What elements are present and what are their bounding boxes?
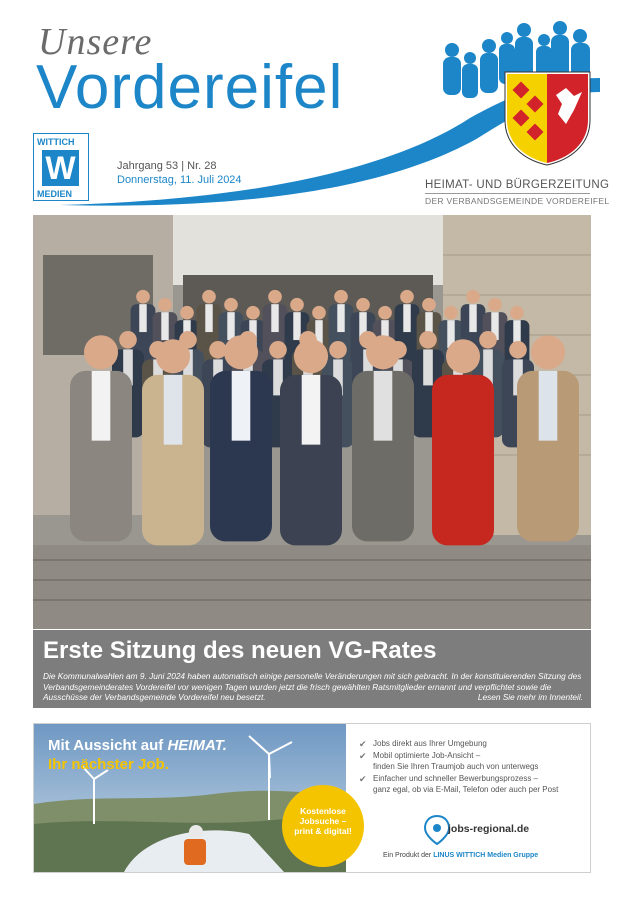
free-offer-badge-text — [282, 806, 364, 836]
ad-checklist-text: Mobil optimierte Job-Ansicht – — [373, 751, 481, 760]
ad-headline-emphasis: HEIMAT. — [167, 737, 227, 754]
publisher-logo — [33, 133, 89, 201]
check-icon: ✔ — [359, 751, 367, 761]
product-brand: LINUS WITTICH Medien Gruppe — [433, 852, 539, 859]
ad-headline-line1 — [48, 737, 227, 754]
read-more-link[interactable]: Lesen Sie mehr im Innenteil. — [477, 692, 583, 702]
product-prefix: Ein Produkt der — [383, 852, 434, 859]
publisher-logo-mark: W — [42, 150, 79, 186]
ad-checklist-continuation: ganz egal, ob via E-Mail, Telefon oder auch per Post — [373, 785, 559, 794]
ad-headline-line2: Ihr nächster Job. — [48, 756, 169, 773]
group-photo-image — [33, 215, 591, 629]
ad-checklist-text: Einfacher und schneller Bewerbungsprozess – — [373, 774, 538, 783]
brand-title: Vordereifel — [36, 53, 344, 122]
article-lead-text: Die Kommunalwahlen am 9. Juni 2024 haben automatisch einige personelle Veränderungen mit sich gebracht. In der konstituierenden Sitzung des Verbandsgemeinderates Vordereifel vor wenigen Tagen wurden jetzt die frisch gewählten Ratsmitglieder ernannt und verpflichtet sowie die Ausschüsse der Verbandsgemeinde Vordereifel neu besetzt. — [43, 671, 582, 702]
article-headline: Erste Sitzung des neuen VG-Rates — [43, 637, 437, 664]
issue-date: Donnerstag, 11. Juli 2024 — [117, 174, 242, 186]
publisher-logo-line2: MEDIEN — [37, 189, 73, 199]
brand-title-top: Unsere — [38, 21, 153, 63]
tagline-main: HEIMAT- UND BÜRGERZEITUNG — [425, 179, 610, 191]
tagline-divider — [425, 193, 590, 194]
coat-of-arms-icon — [505, 72, 590, 165]
group-photo — [33, 215, 591, 629]
ad-headline-prefix: Mit Aussicht auf — [48, 737, 168, 754]
jobs-pin-icon — [424, 815, 450, 845]
ad-checklist-item — [359, 751, 481, 761]
ad-checklist-text: Jobs direkt aus Ihrer Umgebung — [373, 739, 487, 748]
article-lead — [43, 671, 583, 703]
publisher-logo-line1: WITTICH — [37, 137, 75, 147]
ad-checklist-item — [359, 774, 538, 784]
badge-line: print & digital! — [294, 826, 352, 836]
badge-line: Jobsuche – — [299, 816, 347, 826]
ad-checklist-item — [359, 739, 487, 749]
badge-line: Kostenlose — [300, 806, 346, 816]
check-icon: ✔ — [359, 739, 367, 749]
tagline-sub: DER VERBANDSGEMEINDE VORDEREIFEL — [425, 196, 610, 206]
ad-product-line — [383, 852, 538, 859]
issue-number: Jahrgang 53 | Nr. 28 — [117, 160, 217, 172]
jobs-regional-logo[interactable]: jobs-regional.de — [448, 823, 530, 835]
check-icon: ✔ — [359, 774, 367, 784]
ad-checklist-continuation: finden Sie Ihren Traumjob auch von unterwegs — [373, 762, 539, 771]
